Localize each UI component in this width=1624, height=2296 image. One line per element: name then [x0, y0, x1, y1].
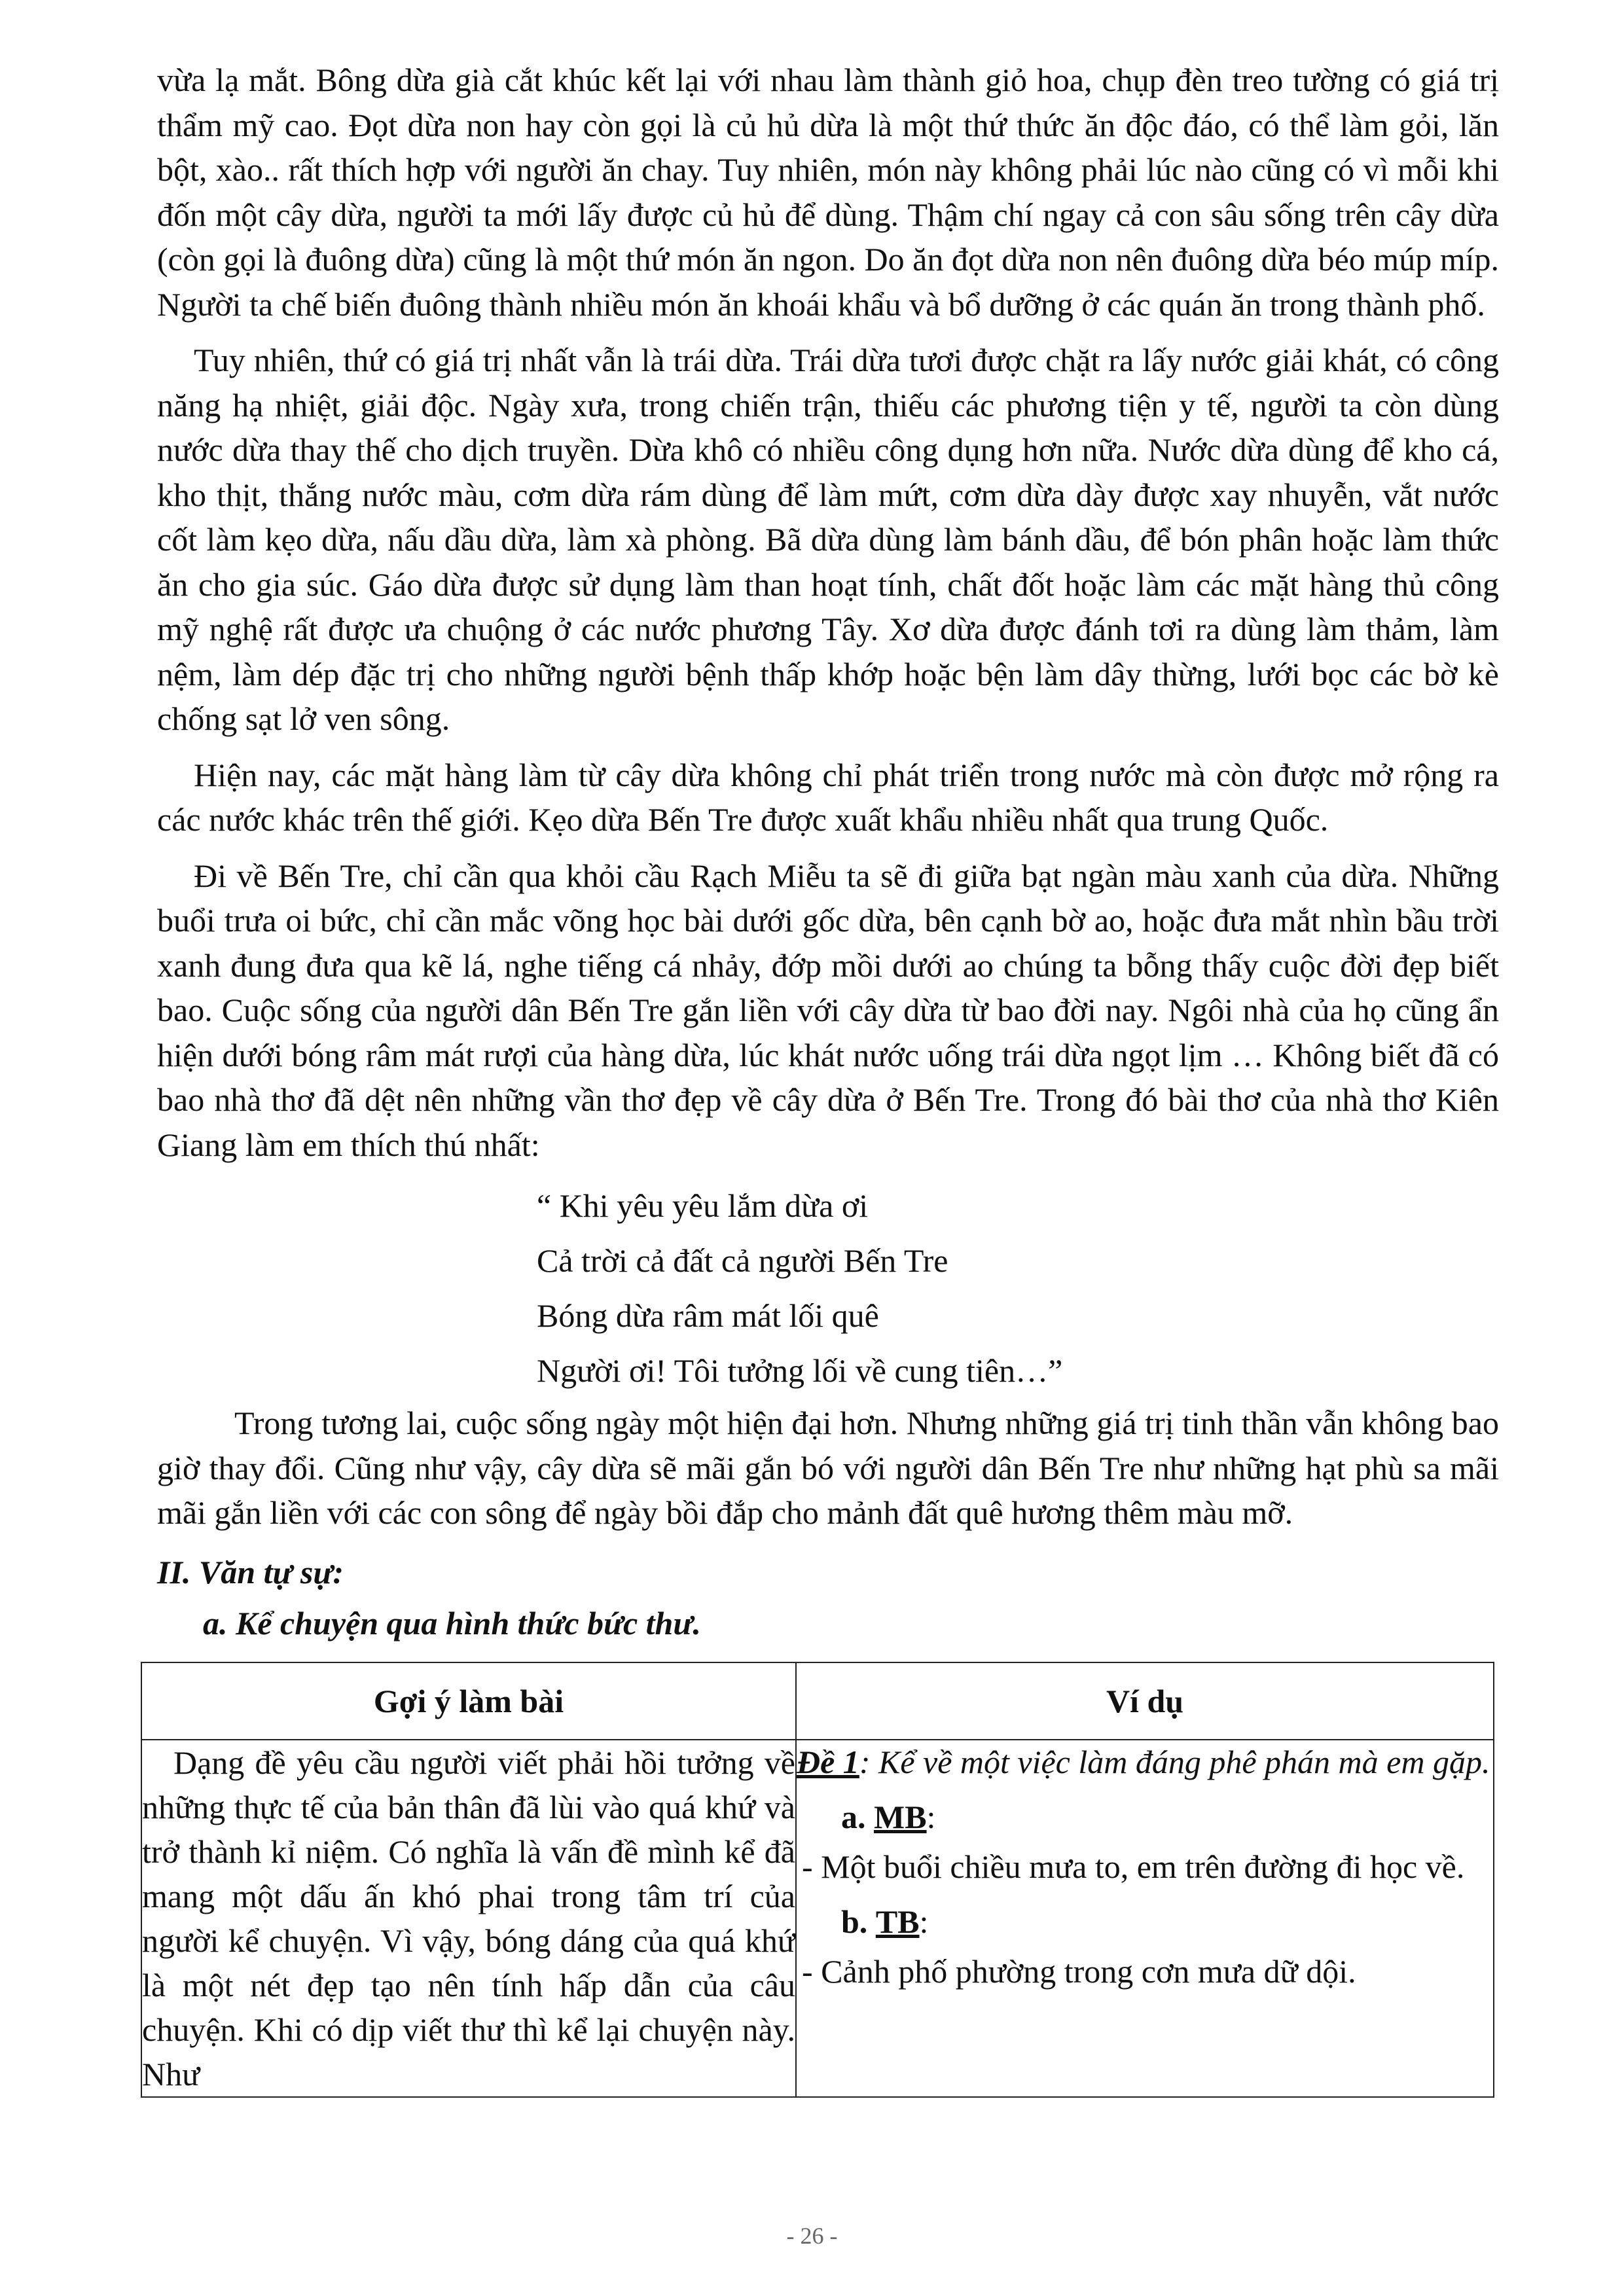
paragraph: vừa lạ mắt. Bông dừa già cắt khúc kết lại với nhau làm thành giỏ hoa, chụp đèn treo tường có giá trị thẩm mỹ cao. Đọt dừa non hay còn gọi là củ hủ dừa là một thứ thức ăn độc đáo, có thể làm gỏi, lăn bột, xào.. rất thích hợp với người ăn chay. Tuy nhiên, món này không phải lúc nào cũng có vì mỗi khi đốn một cây dừa, người ta mới lấy được củ hủ để dùng. Thậm chí ngay cả con sâu sống trên cây dừa (còn gọi là đuông dừa) cũng là một thứ món ăn ngon. Do ăn đọt dừa non nên đuông dừa béo múp míp. Người ta chế biến đuông thành nhiều món ăn khoái khẩu và bổ dưỡng ở các quán ăn trong thành phố.	[157, 62, 1499, 323]
outline-label: MB	[874, 1798, 927, 1835]
poem	[537, 1178, 1499, 1398]
exercise-prompt	[797, 1740, 1493, 1784]
example-cell	[796, 1740, 1494, 2097]
outline-mb	[841, 1795, 1493, 1839]
outline-letter: a.	[841, 1798, 866, 1835]
guide-cell: Dạng đề yêu cầu người viết phải hồi tưởng về những thực tế của bản thân đã lùi vào quá khứ và trở thành kỉ niệm. Có nghĩa là vấn đề mình kể đã mang một dấu ấn khó phai trong tâm trí của người kể chuyện. Vì vậy, bóng dáng của quá khứ là một nét đẹp tạo nên tính hấp dẫn của câu chuyện. Khi có dịp viết thư thì kể lại chuyện này. Như	[141, 1740, 796, 2097]
guide-table	[141, 1662, 1494, 2098]
outline-label: TB	[875, 1903, 920, 1940]
section-heading: II. Văn tự sự:	[157, 1553, 344, 1590]
document-page	[142, 58, 1499, 2098]
table-header-row	[141, 1662, 1494, 1740]
page-number: - 26 -	[786, 2223, 838, 2249]
poem-line: Bóng dừa râm mát lối quê	[537, 1297, 879, 1334]
outline-tb	[841, 1900, 1493, 1943]
poem-line: Cả trời cả đất cả người Bến Tre	[537, 1242, 948, 1279]
paragraph: Hiện nay, các mặt hàng làm từ cây dừa không chỉ phát triển trong nước mà còn được mở rộng ra các nước khác trên thế giới. Kẹo dừa Bến Tre được xuất khẩu nhiều nhất qua trung Quốc.	[157, 756, 1499, 838]
paragraph: Đi về Bến Tre, chỉ cần qua khỏi cầu Rạch Miễu ta sẽ đi giữa bạt ngàn màu xanh của dừa. Những buổi trưa oi bức, chỉ cần mắc võng học bài dưới gốc dừa, bên cạnh bờ ao, hoặc đưa mắt nhìn bầu trời xanh đung đưa qua kẽ lá, nghe tiếng cá nhảy, đớp mồi dưới ao chúng ta bỗng thấy cuộc đời đẹp biết bao. Cuộc sống của người dân Bến Tre gắn liền với cây dừa từ bao đời nay. Ngôi nhà của họ cũng ẩn hiện dưới bóng râm mát rượi của hàng dừa, lúc khát nước uống trái dừa ngọt lịm … Không biết đã có bao nhà thơ đã dệt nên những vần thơ đẹp về cây dừa ở Bến Tre. Trong đó bài thơ của nhà thơ Kiên Giang làm em thích thú nhất:	[157, 857, 1499, 1163]
table-header-cell: Gợi ý làm bài	[141, 1662, 796, 1740]
sub-heading: a. Kể chuyện qua hình thức bức thư.	[203, 1604, 701, 1641]
table-row	[141, 1740, 1494, 2097]
outline-colon: :	[926, 1798, 936, 1835]
poem-line: Người ơi! Tôi tưởng lối về cung tiên…”	[537, 1352, 1063, 1389]
paragraph: Trong tương lai, cuộc sống ngày một hiện đại hơn. Nhưng những giá trị tinh thần vẫn không bao giờ thay đổi. Cũng như vậy, cây dừa sẽ mãi gắn bó với người dân Bến Tre như những hạt phù sa mãi mãi gắn liền với các con sông để ngày bồi đắp cho mảnh đất quê hương thêm màu mỡ.	[157, 1405, 1499, 1531]
exercise-text: : Kể về một việc làm đáng phê phán mà em gặp.	[859, 1743, 1490, 1780]
outline-colon: :	[919, 1903, 929, 1940]
table-header-cell: Ví dụ	[796, 1662, 1494, 1740]
outline-text: - Cảnh phố phường trong cơn mưa dữ dội.	[802, 1952, 1356, 1990]
exercise-label: Đề 1	[797, 1743, 859, 1780]
outline-text: - Một buổi chiều mưa to, em trên đường đi học về.	[802, 1848, 1465, 1885]
outline-letter: b.	[841, 1903, 868, 1940]
paragraph: Tuy nhiên, thứ có giá trị nhất vẫn là trái dừa. Trái dừa tươi được chặt ra lấy nước giải khát, có công năng hạ nhiệt, giải độc. Ngày xưa, trong chiến trận, thiếu các phương tiện y tế, người ta còn dùng nước dừa thay thế cho dịch truyền. Dừa khô có nhiều công dụng hơn nữa. Nước dừa dùng để kho cá, kho thịt, thắng nước màu, cơm dừa rám dùng để làm mứt, cơm dừa dày được xay nhuyễn, vắt nước cốt làm kẹo dừa, nấu dầu dừa, làm xà phòng. Bã dừa dùng làm bánh dầu, để bón phân hoặc làm thức ăn cho gia súc. Gáo dừa được sử dụng làm than hoạt tính, chất đốt hoặc làm các mặt hàng thủ công mỹ nghệ rất được ưa chuộng ở các nước phương Tây. Xơ dừa được đánh tơi ra dùng làm thảm, làm nệm, làm dép đặc trị cho những người bệnh thấp khớp hoặc bện làm dây thừng, lưới bọc các bờ kè chống sạt lở ven sông.	[157, 342, 1499, 737]
poem-line: “ Khi yêu yêu lắm dừa ơi	[537, 1187, 869, 1224]
